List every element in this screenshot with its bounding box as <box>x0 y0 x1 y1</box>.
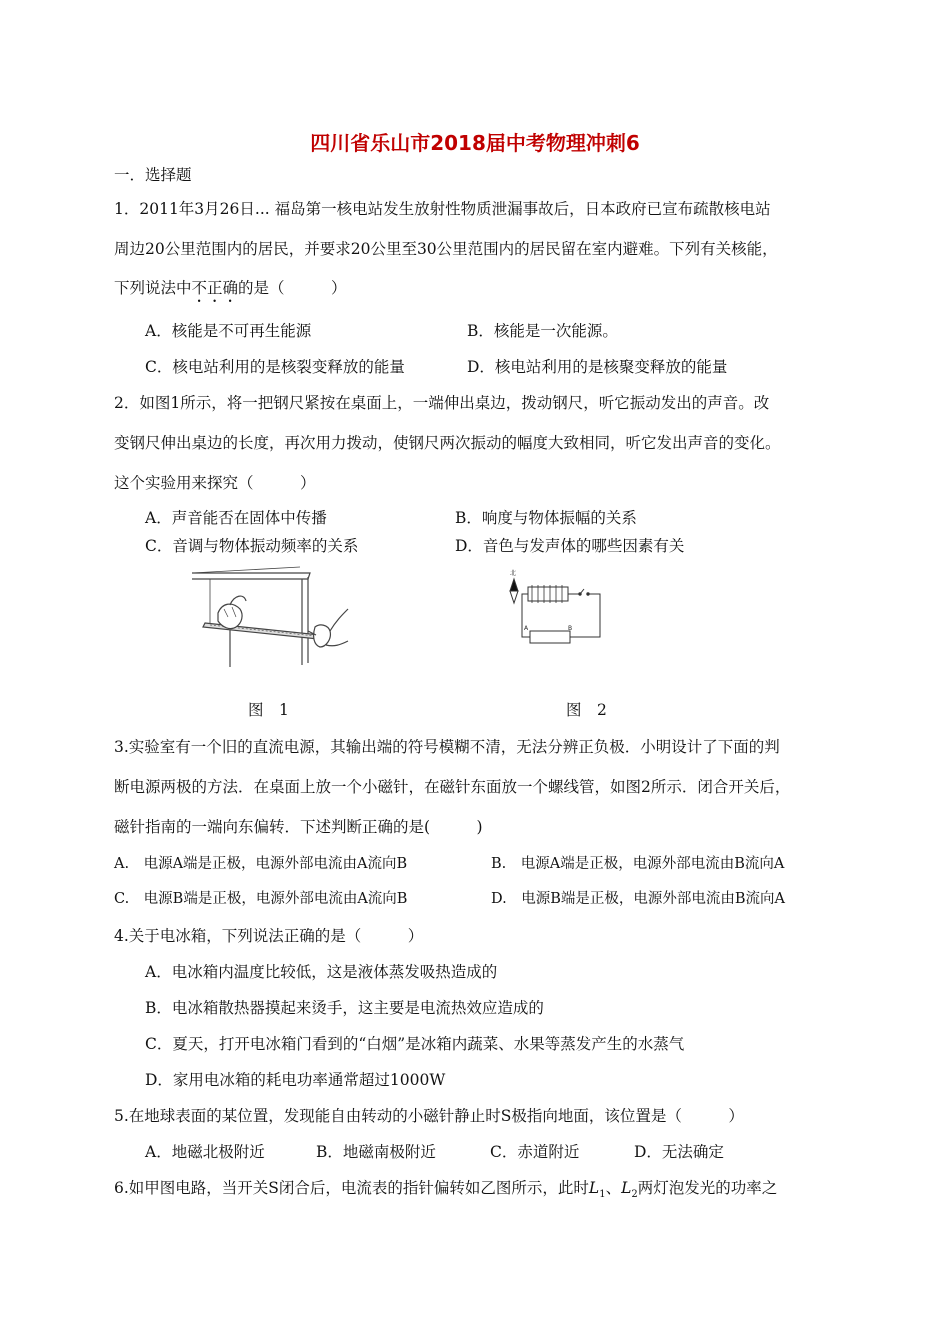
q6-separator: 、 <box>605 1179 622 1197</box>
q2-line1: 2．如图1所示，将一把钢尺紧按在桌面上，一端伸出桌边，拨动钢尺，听它振动发出的声音。改 <box>114 394 770 412</box>
figure-1-ruler-diagram <box>190 565 350 670</box>
north-label: 北 <box>510 570 517 577</box>
q4-option-b: B．电冰箱散热器摸起来烫手，这主要是电流热效应造成的 <box>145 999 544 1017</box>
q4-line1: 4.关于电冰箱，下列说法正确的是（ ） <box>114 927 424 945</box>
q5-option-c: C．赤道附近 <box>490 1143 580 1161</box>
q5-option-d: D．无法确定 <box>634 1143 724 1161</box>
q1-option-a: A．核能是不可再生能源 <box>145 322 312 340</box>
q1-line1: 1．2011年3月26日... 福岛第一核电站发生放射性物质泄漏事故后，日本政府已宣布疏散核电站 <box>114 200 771 218</box>
q4-option-d: D．家用电冰箱的耗电功率通常超过1000W <box>145 1071 446 1089</box>
q1-option-c: C．核电站利用的是核裂变释放的能量 <box>145 358 405 376</box>
q1-emphasis: 不正确 <box>191 279 239 297</box>
q3-option-d: D. 电源B端是正极，电源外部电流由B流向A <box>491 891 785 907</box>
q2-option-b: B．响度与物体振幅的关系 <box>455 509 637 527</box>
section-heading: 一．选择题 <box>114 166 192 184</box>
q3-option-a: A. 电源A端是正极，电源外部电流由A流向B <box>114 856 408 872</box>
terminal-b-label: B <box>568 625 573 632</box>
q1-option-d: D．核电站利用的是核聚变释放的能量 <box>467 358 728 376</box>
page-title: 四川省乐山市2018届中考物理冲刺6 <box>310 131 640 155</box>
lamp-l1-sub: 1 <box>599 1189 606 1201</box>
q4-option-a: A．电冰箱内温度比较低，这是液体蒸发吸热造成的 <box>145 963 498 981</box>
lamp-l2: L <box>621 1179 632 1197</box>
q1-line3-post: 的是（ ） <box>238 279 347 297</box>
figure-1-caption: 图 1 <box>248 701 289 719</box>
q5-line1: 5.在地球表面的某位置，发现能自由转动的小磁针静止时S极指向地面，该位置是（ ） <box>114 1107 744 1125</box>
q6-line1 <box>114 1178 777 1205</box>
q6-line1-post: 两灯泡发光的功率之 <box>637 1179 778 1197</box>
q2-line2: 变钢尺伸出桌边的长度，再次用力拨动，使钢尺两次振动的幅度大致相同，听它发出声音的变化。 <box>114 434 781 452</box>
q3-line3: 磁针指南的一端向东偏转．下述判断正确的是( ) <box>114 818 483 836</box>
q3-line2: 断电源两极的方法．在桌面上放一个小磁针，在磁针东面放一个螺线管，如图2所示．闭合开关后， <box>114 778 791 796</box>
q5-option-b: B．地磁南极附近 <box>316 1143 436 1161</box>
compass-needle-icon <box>510 579 518 591</box>
q5-option-a: A．地磁北极附近 <box>145 1143 265 1161</box>
lamp-l1: L <box>588 1179 600 1197</box>
q2-option-c: C．音调与物体振动频率的关系 <box>145 537 359 555</box>
q2-line3: 这个实验用来探究（ ） <box>114 474 316 492</box>
q1-option-b: B．核能是一次能源。 <box>467 322 618 340</box>
q4-option-c: C．夏天，打开电冰箱门看到的“白烟”是冰箱内蔬菜、水果等蒸发产生的水蒸气 <box>145 1035 685 1053</box>
q3-option-b: B. 电源A端是正极，电源外部电流由B流向A <box>491 856 785 872</box>
q1-line3 <box>114 278 347 306</box>
figure-2-caption: 图 2 <box>566 701 607 719</box>
q3-line1: 3.实验室有一个旧的直流电源，其输出端的符号模糊不清，无法分辨正负极．小明设计了下面的判 <box>114 738 780 756</box>
q6-line1-pre: 6.如甲图电路，当开关S闭合后，电流表的指针偏转如乙图所示，此时 <box>114 1179 589 1197</box>
q1-line3-pre: 下列说法中 <box>114 279 192 297</box>
q3-option-c: C. 电源B端是正极，电源外部电流由A流向B <box>114 891 408 907</box>
figure-2-circuit-diagram <box>508 567 608 647</box>
q2-option-a: A．声音能否在固体中传播 <box>145 509 327 527</box>
q2-option-d: D．音色与发声体的哪些因素有关 <box>455 537 685 555</box>
q1-line2: 周边20公里范围内的居民，并要求20公里至30公里范围内的居民留在室内避难。下列有关核能， <box>114 240 778 258</box>
terminal-a-label: A <box>524 625 529 632</box>
lamp-l2-sub: 2 <box>631 1189 638 1201</box>
